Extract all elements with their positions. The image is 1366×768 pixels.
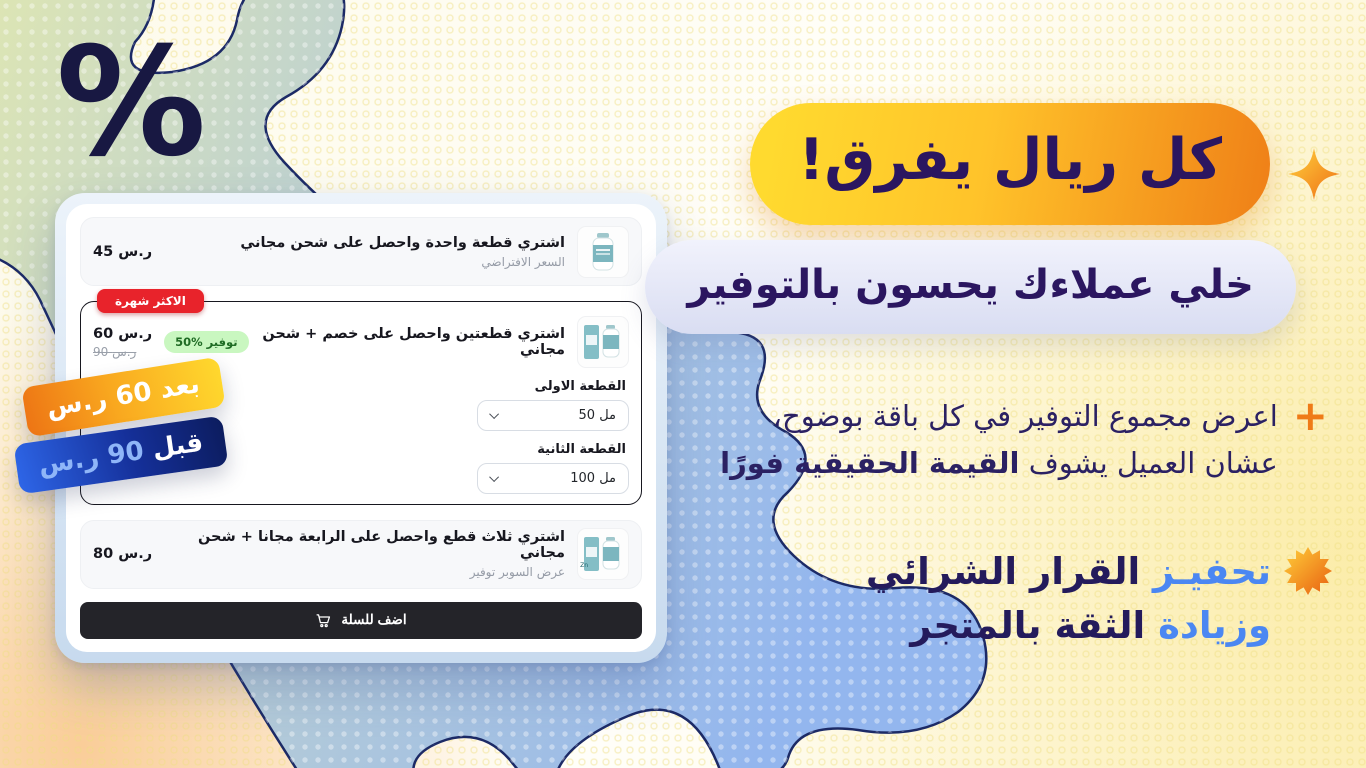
option-three-pieces[interactable] — [80, 520, 642, 589]
box-and-bottle-image — [580, 531, 626, 577]
cart-icon — [315, 612, 332, 629]
option-single-piece[interactable] — [80, 217, 642, 286]
headline: كل ريال يفرق! — [750, 103, 1270, 225]
size-select-second-value: 100 مل — [570, 471, 616, 487]
box-and-bottle-image — [580, 319, 626, 365]
bottle-image — [581, 230, 625, 274]
discount-badge: توفير %50 — [164, 331, 248, 353]
product-thumbnail — [577, 226, 629, 278]
after-price: 60 ر.س — [44, 376, 154, 423]
option-title: اشتري قطعة واحدة واحصل على شحن مجاني — [240, 234, 565, 251]
bullet-line2-prefix: عشان العميل يشوف — [1019, 445, 1278, 480]
option-old-price: 90 ر.س — [93, 344, 137, 359]
product-thumbnail — [577, 528, 629, 580]
size-select-second[interactable] — [477, 463, 629, 494]
benefit-line2-highlight: وزيادة — [1145, 603, 1271, 647]
add-to-cart-button[interactable] — [80, 602, 642, 639]
feature-bullet-text — [720, 393, 1278, 487]
size-select-first-value: 50 مل — [578, 408, 616, 424]
benefit-line1-rest: القرار الشرائي — [865, 550, 1141, 593]
percent-symbol: % — [56, 16, 203, 190]
option-subtitle: السعر الافتراضي — [481, 254, 565, 269]
option-price: 45 ر.س — [93, 243, 153, 260]
svg-text:Zn: Zn — [580, 562, 588, 570]
product-thumbnail — [577, 316, 629, 368]
second-piece-label: القطعة الثانية — [537, 442, 626, 458]
subtitle: خلي عملاءك يحسون بالتوفير — [645, 240, 1296, 334]
option-subtitle: عرض السوبر توفير — [469, 565, 565, 580]
bullet-line1: اعرض مجموع التوفير في كل باقة بوضوح، — [772, 399, 1278, 433]
first-piece-label: القطعة الاولى — [534, 379, 626, 395]
before-price: 90 ر.س — [36, 435, 146, 481]
before-word: قبل — [150, 427, 206, 465]
benefit-line2-rest: الثقة بالمتجر — [910, 603, 1146, 647]
most-popular-badge: الاكثر شهرة — [97, 289, 204, 313]
sunburst-icon — [1284, 547, 1332, 595]
option-title: اشتري قطعتين واحصل على خصم + شحن مجاني — [262, 326, 565, 359]
chevron-down-icon — [489, 409, 499, 419]
sparkle-icon — [1288, 148, 1340, 200]
option-title: اشتري ثلاث قطع واحصل على الرابعة مجانا + شحن مجاني — [197, 529, 565, 562]
chevron-down-icon — [489, 472, 499, 482]
benefit-line1-highlight: تحفيـز — [1140, 550, 1271, 593]
benefits-block — [866, 545, 1332, 652]
benefit-text — [866, 545, 1271, 652]
option-price: 80 ر.س — [93, 546, 153, 563]
add-to-cart-label: اضف للسلة — [341, 612, 407, 628]
plus-icon: + — [1292, 391, 1328, 440]
option-price: 60 ر.س — [93, 325, 153, 342]
bullet-line2-bold: القيمة الحقيقية فورًا — [720, 445, 1020, 480]
feature-bullet — [720, 393, 1328, 487]
after-word: بعد — [158, 369, 202, 405]
size-select-first[interactable] — [477, 400, 629, 431]
